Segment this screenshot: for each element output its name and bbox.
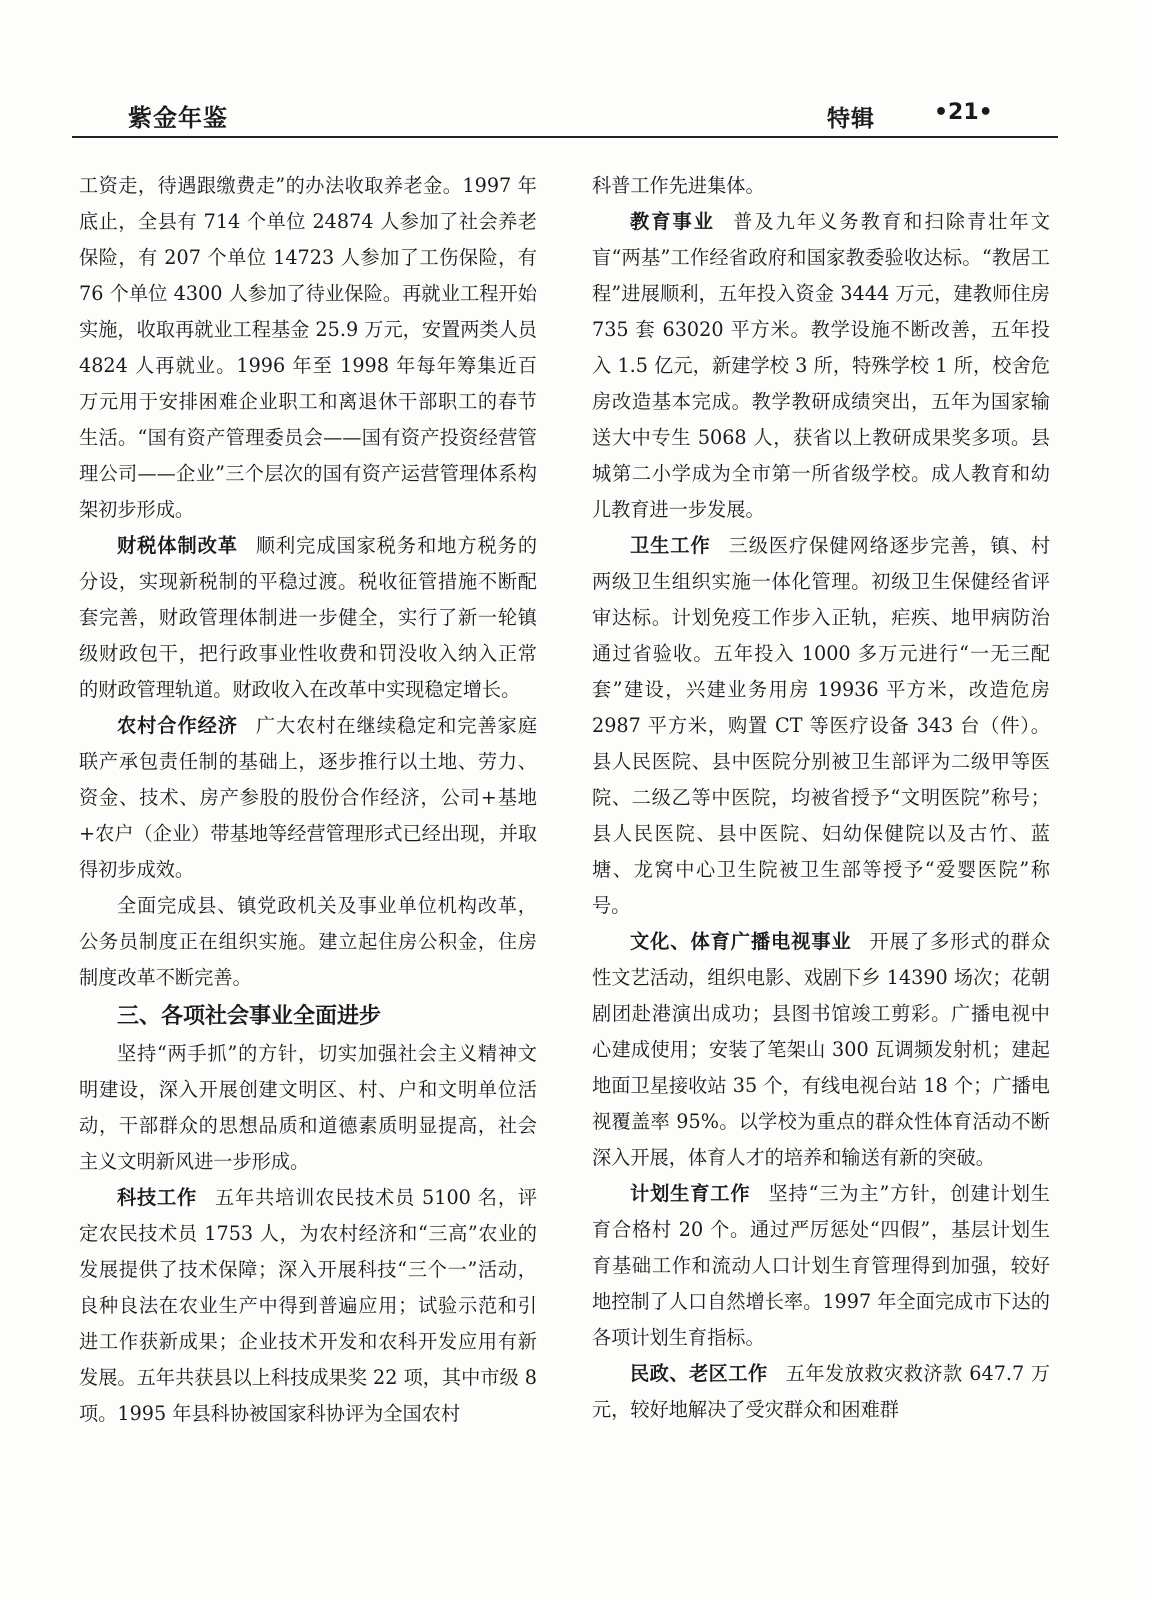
subheading: 卫生工作 xyxy=(630,534,711,557)
paragraph-text: 顺利完成国家税务和地方税务的分设，实现新税制的平稳过渡。税收征管措施不断配套完善，财政管理体制进一步健全，实行了新一轮镇级财政包干，把行政事业性收费和罚没收入纳入正常的财政管理轨道。财政收入在改革中实现稳定增长。 xyxy=(79,534,538,701)
running-header xyxy=(72,92,1058,138)
paragraph-text: 广大农村在继续稳定和完善家庭联产承包责任制的基础上，逐步推行以土地、劳力、资金、技术、房产参股的股份合作经济，公司+基地+农户（企业）带基地等经营管理形式已经出现，并取得初步成效。 xyxy=(79,714,538,881)
subheading: 科技工作 xyxy=(117,1186,198,1209)
book-title: 紫金年鉴 xyxy=(128,104,228,132)
subheading: 计划生育工作 xyxy=(630,1182,751,1205)
paragraph xyxy=(79,528,537,708)
paragraph-text: 坚持“三为主”方针，创建计划生育合格村 20 个。通过严厉惩处“四假”，基层计划生育基础工作和流动人口计划生育管理得到加强，较好地控制了人口自然增长率。1997 年全面完成市下达的各项计划生育指标。 xyxy=(592,1182,1050,1349)
paragraph xyxy=(592,1176,1050,1356)
paragraph-text: 开展了多形式的群众性文艺活动，组织电影、戏剧下乡 14390 场次；花朝剧团赴港演出成功；县图书馆竣工剪彩。广播电视中心建成使用；安装了笔架山 300 瓦调频发射机；建起地面卫星接收站 35 个，有线电视台站 18 个；广播电视覆盖率 95%。以学校为重点的群众性体育活动不断深入开展，体育人才的培养和输送有新的突破。 xyxy=(592,930,1051,1169)
paragraph-text: 三级医疗保健网络逐步完善，镇、村两级卫生组织实施一体化管理。初级卫生保健经省评审达标。计划免疫工作步入正轨，疟疾、地甲病防治通过省验收。五年投入 1000 多万元进行“一无三配套”建设，兴建业务用房 19936 平方米，改造危房 2987 平方米，购置 CT 等医疗设备 343 台（件）。县人民医院、县中医院分别被卫生部评为二级甲等医院、二级乙等中医院，均被省授予“文明医院”称号；县人民医院、县中医院、妇幼保健院以及古竹、蓝塘、龙窝中心卫生院被卫生部等授予“爱婴医院”称号。 xyxy=(592,534,1051,917)
paragraph-text: 普及九年义务教育和扫除青壮年文盲“两基”工作经省政府和国家教委验收达标。“教居工程”进展顺利，五年投入资金 3444 万元，建教师住房 735 套 63020 平方米。教学设施不断改善，五年投入 1.5 亿元，新建学校 3 所，特殊学校 1 所，校舍危房改造基本完成。教学教研成绩突出，五年为国家输送大中专生 5068 人，获省以上教研成果奖多项。县城第二小学成为全市第一所省级学校。成人教育和幼儿教育进一步发展。 xyxy=(592,210,1051,521)
header-rule xyxy=(72,136,1058,138)
paragraph: 科普工作先进集体。 xyxy=(592,174,765,197)
right-column xyxy=(592,168,1050,1428)
left-column xyxy=(79,168,537,1432)
subheading: 财税体制改革 xyxy=(117,534,238,557)
paragraph xyxy=(79,708,537,888)
paragraph xyxy=(79,1180,537,1432)
paragraph-text: 五年发放救灾救济款 647.7 万元，较好地解决了受灾群众和困难群 xyxy=(592,1362,1050,1421)
subheading: 教育事业 xyxy=(630,210,716,233)
paragraph xyxy=(592,204,1050,528)
paragraph: 工资走，待遇跟缴费走”的办法收取养老金。1997 年底止，全县有 714 个单位 24874 人参加了社会养老保险，有 207 个单位 14723 人参加了工伤保险，有 76 个单位 4300 人参加了待业保险。再就业工程开始实施，收取再就业工程基金 25.9 万元，安置两类人员 4824 人再就业。1996 年至 1998 年每年筹集近百万元用于安排困难企业职工和离退休干部职工的春节生活。“国有资产管理委员会——国有资产投资经营管理公司——企业”三个层次的国有资产运营管理体系构架初步形成。 xyxy=(79,174,537,521)
paragraph xyxy=(592,924,1050,1176)
section-heading: 三、各项社会事业全面进步 xyxy=(117,1004,382,1029)
page-number: •21• xyxy=(934,100,993,125)
paragraph-text: 五年共培训农民技术员 5100 名，评定农民技术员 1753 人，为农村经济和“三高”农业的发展提供了技术保障；深入开展科技“三个一”活动，良种良法在农业生产中得到普遍应用；试验示范和引进工作获新成果；企业技术开发和农科开发应用有新发展。五年共获县以上科技成果奖 22 项，其中市级 8 项。1995 年县科协被国家科协评为全国农村 xyxy=(79,1186,538,1425)
subheading: 农村合作经济 xyxy=(117,714,238,737)
paragraph xyxy=(592,528,1050,924)
paragraph: 坚持“两手抓”的方针，切实加强社会主义精神文明建设，深入开展创建文明区、村、户和文明单位活动，干部群众的思想品质和道德素质明显提高，社会主义文明新风进一步形成。 xyxy=(79,1042,537,1173)
paragraph: 全面完成县、镇党政机关及事业单位机构改革，公务员制度正在组织实施。建立起住房公积金，住房制度改革不断完善。 xyxy=(79,894,537,989)
subheading: 文化、体育广播电视事业 xyxy=(630,930,852,953)
paragraph xyxy=(592,1356,1050,1428)
section-title: 特辑 xyxy=(827,106,875,132)
subheading: 民政、老区工作 xyxy=(630,1362,768,1385)
